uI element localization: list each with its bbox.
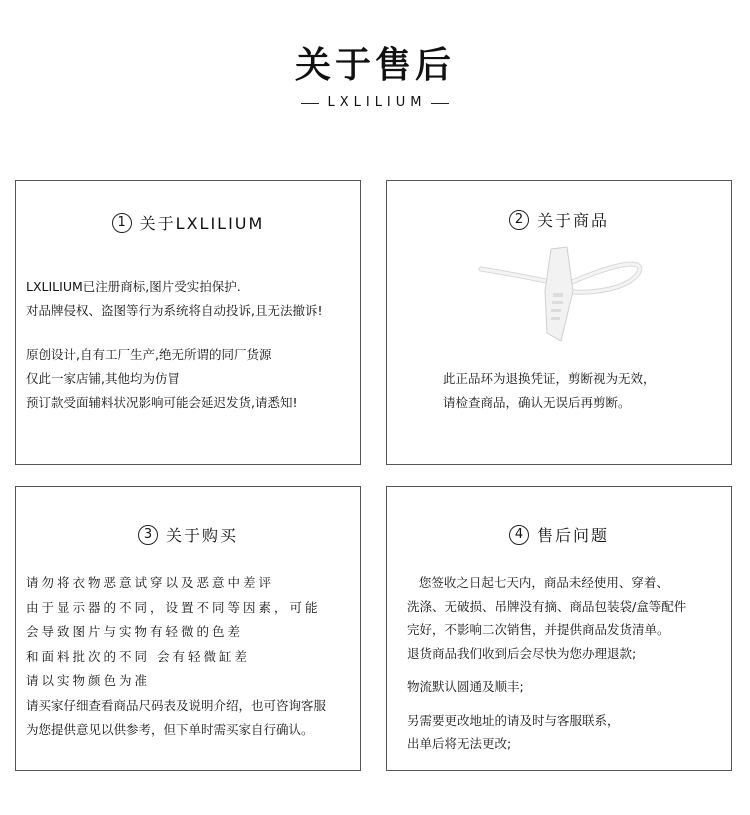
text-line: 请检查商品，确认无误后再剪断。	[443, 395, 631, 410]
card-about-product	[386, 180, 732, 465]
text-line: 由于显示器的不同，设置不同等因素，可能	[26, 599, 321, 615]
card-heading	[16, 211, 360, 234]
text-line: 对品牌侵权、盗图等行为系统将自动投诉,且无法撤诉!	[26, 303, 323, 318]
brand-subtitle	[0, 93, 750, 113]
card-text	[407, 571, 723, 756]
card-about-purchase	[15, 486, 361, 771]
circled-number: 4	[509, 525, 529, 545]
text-line: 退货商品我们收到后会尽快为您办理退款;	[407, 645, 637, 661]
text-line: 仅此一家店铺,其他均为仿冒	[26, 371, 180, 386]
text-line: 另需要更改地址的请及时与客服联系，	[407, 712, 620, 728]
text-line: 请勿将衣物恶意试穿以及恶意中差评	[26, 575, 275, 590]
card-heading	[16, 523, 360, 546]
page-title: 关于售后	[294, 45, 455, 86]
text-line: 您签收之日起七天内，商品未经使用、穿着、	[407, 575, 669, 590]
text-line: 和面料批次的不同 会有轻微缸差	[26, 648, 250, 664]
circled-number: 3	[138, 525, 158, 545]
card-text	[26, 571, 352, 743]
brand-name: LXLILIUM	[327, 95, 427, 110]
text-line: 为您提供意见以供参考，但下单时需买家自行确认。	[26, 722, 314, 737]
card-title: 售后问题	[536, 526, 609, 545]
card-title: 关于商品	[536, 211, 609, 230]
text-line: 请以实物颜色为准	[26, 673, 151, 688]
text-line: 完好，不影响二次销售，并提供商品发货清单。	[407, 622, 670, 637]
subtitle-dash-left	[301, 103, 319, 104]
spacer	[407, 699, 723, 709]
text-line: LXLILIUM已注册商标,图片受实拍保护.	[26, 279, 241, 294]
spacer	[26, 323, 352, 343]
text-line: 物流默认圆通及顺丰;	[407, 679, 524, 694]
card-text	[26, 275, 352, 415]
subtitle-dash-right	[431, 103, 449, 104]
card-title: 关于LXLILIUM	[139, 214, 265, 233]
text-line: 预订款受面辅料状况影响可能会延迟发货,请悉知!	[26, 395, 298, 410]
security-tag-image	[477, 241, 647, 351]
card-title: 关于购买	[165, 526, 238, 545]
circled-number: 2	[509, 210, 529, 230]
card-text	[443, 367, 723, 415]
text-line: 出单后将无法更改;	[407, 736, 512, 751]
card-heading	[387, 208, 731, 231]
text-line: 原创设计,自有工厂生产,绝无所谓的同厂货源	[26, 347, 272, 362]
text-line: 洗涤、无破损、吊牌没有摘、商品包装袋/盒等配件	[407, 598, 687, 614]
card-about-brand	[15, 180, 361, 465]
spacer	[407, 665, 723, 675]
card-after-sales	[386, 486, 732, 771]
card-heading	[387, 523, 731, 546]
text-line: 此正品环为退换凭证，剪断视为无效，	[443, 371, 656, 386]
text-line: 请买家仔细查看商品尺码表及说明介绍，也可咨询客服	[26, 697, 327, 713]
circled-number: 1	[112, 213, 132, 233]
text-line: 会导致图片与实物有轻微的色差	[26, 624, 244, 639]
